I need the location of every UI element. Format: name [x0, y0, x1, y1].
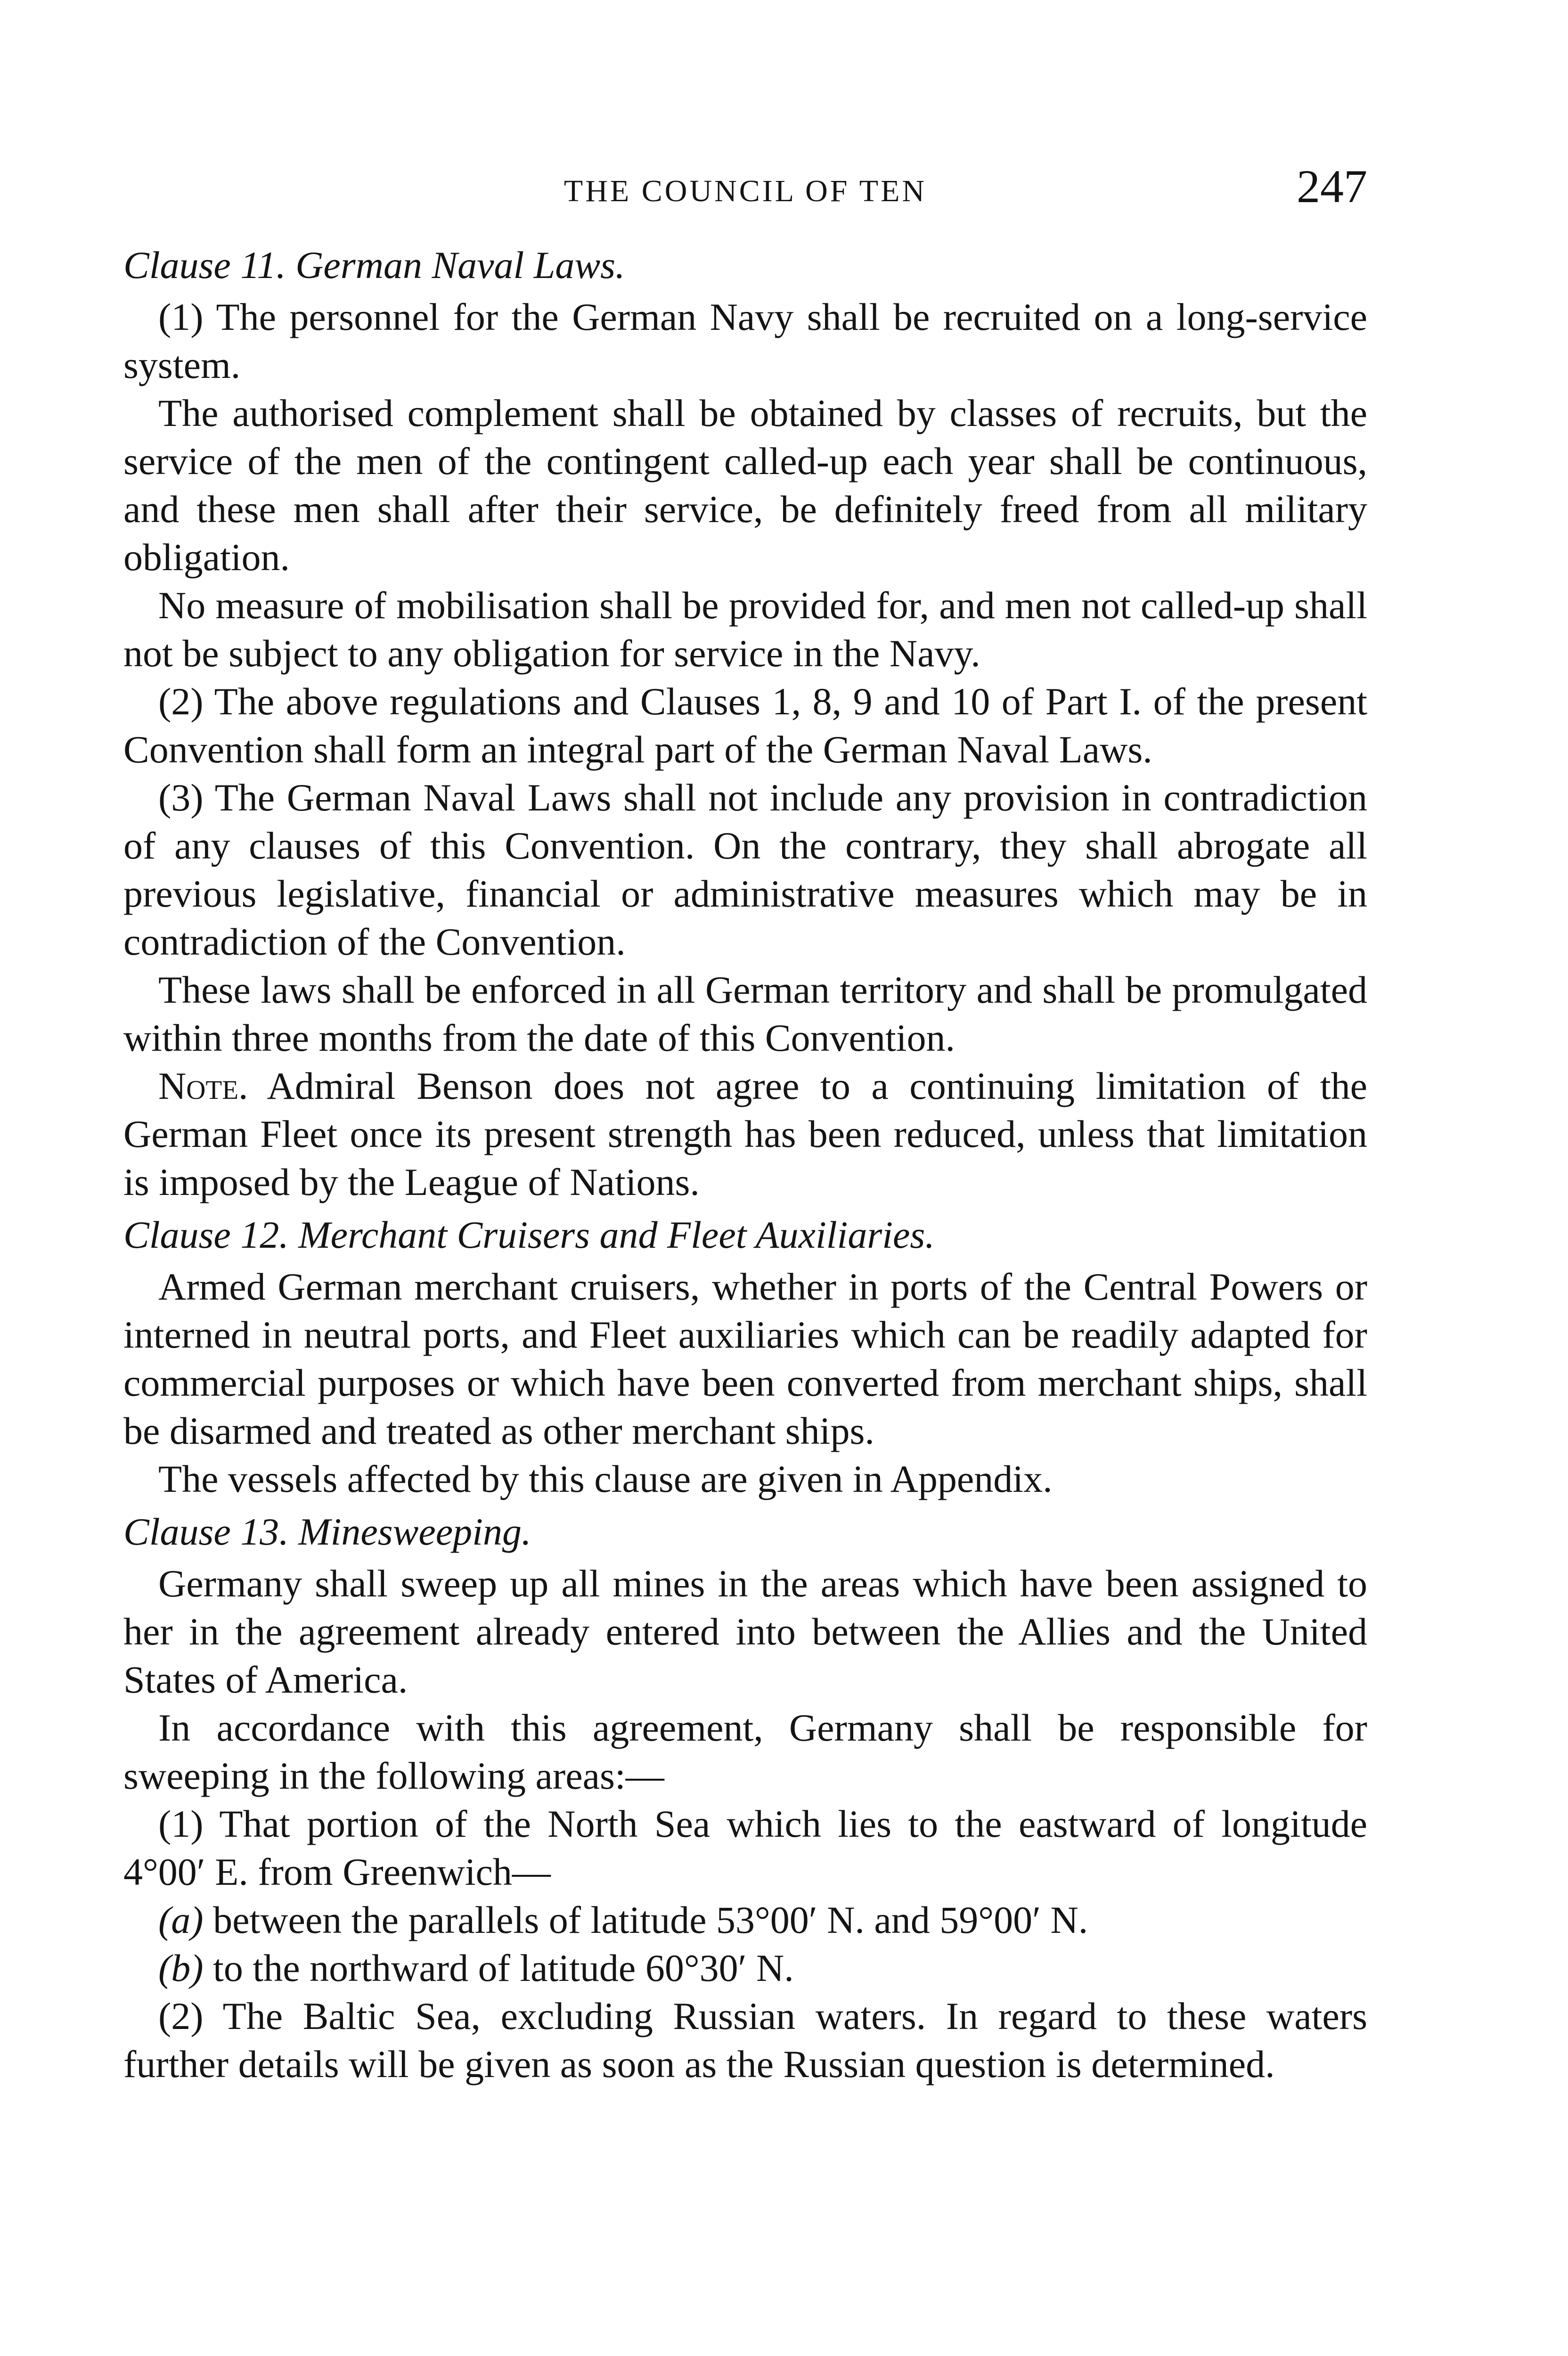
page-number: 247 [1297, 160, 1367, 213]
clause-11-paragraph-6: These laws shall be enforced in all German territory and shall be promulgated within three months from the date of this Convention. [123, 968, 1367, 1059]
clause-11-paragraph-1: (1) The personnel for the German Navy shall be recruited on a long-service system. [123, 295, 1367, 386]
page-body [123, 241, 1367, 2088]
page-header [123, 155, 1367, 213]
note-label: Note. [158, 1064, 248, 1107]
clause-11-paragraph-3: No measure of mobilisation shall be provided for, and men not called-up shall not be subject to any obligation for service in the Navy. [123, 584, 1367, 675]
item-a-text: between the parallels of latitude 53°00′ N. and 59°00′ N. [203, 1898, 1088, 1941]
note-text: Admiral Benson does not agree to a continuing limitation of the German Fleet once its present strength has been reduced, unless that limitation is imposed by the League of Nations. [123, 1064, 1367, 1203]
running-head: THE COUNCIL OF TEN [564, 174, 927, 208]
clause-13-item-a [123, 1896, 1367, 1944]
clause-12-paragraph-1: Armed German merchant cruisers, whether in ports of the Central Powers or interned in neutral ports, and Fleet auxiliaries which can be readily adapted for commercial purposes or which have been converted from merchant ships, shall be disarmed and treated as other merchant ships. [123, 1265, 1367, 1452]
clause-13-paragraph-4: (2) The Baltic Sea, excluding Russian waters. In regard to these waters further details will be given as soon as the Russian question is determined. [123, 1995, 1367, 2086]
clause-13-paragraph-1: Germany shall sweep up all mines in the areas which have been assigned to her in the agreement already entered into between the Allies and the United States of America. [123, 1562, 1367, 1701]
clause-13-paragraph-3: (1) That portion of the North Sea which lies to the eastward of longitude 4°00′ E. from Greenwich— [123, 1802, 1367, 1893]
clause-12-heading: Clause 12. Merchant Cruisers and Fleet Auxiliaries. [123, 1213, 935, 1256]
clause-11-paragraph-2: The authorised complement shall be obtained by classes of recruits, but the service of the men of the contingent called-up each year shall be continuous, and these men shall after their service, be definitely freed from all military obligation. [123, 392, 1367, 579]
clause-13-heading: Clause 13. Minesweeping. [123, 1510, 531, 1553]
clause-11-paragraph-5: (3) The German Naval Laws shall not include any provision in contradiction of any clauses of this Convention. On the contrary, they shall abrogate all previous legislative, financial or administrative measures which may be in contradiction of the Convention. [123, 776, 1367, 963]
item-b-text: to the northward of latitude 60°30′ N. [203, 1947, 794, 1989]
clause-13-paragraph-2: In accordance with this agreement, Germany shall be responsible for sweeping in the following areas:— [123, 1706, 1367, 1797]
clause-11-paragraph-4: (2) The above regulations and Clauses 1, 8, 9 and 10 of Part I. of the present Convention shall form an integral part of the German Naval Laws. [123, 680, 1367, 771]
clause-11-note [123, 1062, 1367, 1206]
item-a-label: (a) [158, 1898, 204, 1941]
clause-12-paragraph-2: The vessels affected by this clause are given in Appendix. [158, 1457, 1053, 1500]
clause-11-heading: Clause 11. German Naval Laws. [123, 244, 625, 286]
clause-13-item-b [123, 1944, 1367, 1992]
item-b-label: (b) [158, 1947, 204, 1989]
